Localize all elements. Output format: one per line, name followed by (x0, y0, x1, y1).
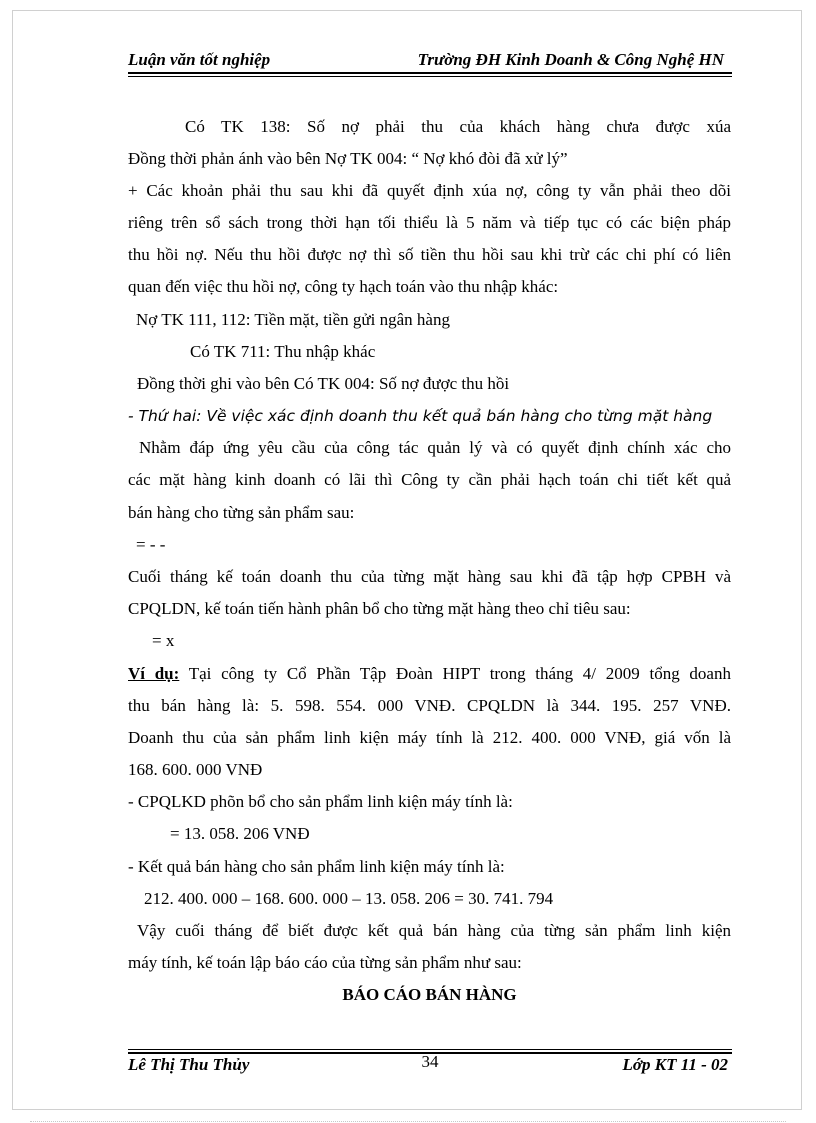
para-line: + Các khoản phải thu sau khi đã quyết định xúa nợ, công ty vẫn phải theo dõi (128, 181, 731, 200)
para-line: Có TK 138: Số nợ phải thu của khách hàng chưa được xúa (185, 117, 731, 136)
formula-placeholder-2: = x (152, 631, 175, 650)
example-text: Tại công ty Cổ Phần Tập Đoàn HIPT trong tháng 4/ 2009 tổng doanh (188, 664, 731, 683)
para-line: bán hàng cho từng sản phẩm sau: (128, 503, 355, 522)
footer-class: Lớp KT 11 - 02 (622, 1055, 728, 1074)
para-line: thu hồi nợ. Nếu thu hồi được nợ thì số tiền thu hồi sau khi trừ các chi phí có liên (128, 245, 731, 264)
header-university: Trường ĐH Kinh Doanh & Công Nghệ HN (417, 50, 724, 69)
report-title: BÁO CÁO BÁN HÀNG (342, 985, 517, 1004)
footer-rule-thin (128, 1049, 732, 1050)
para-line: Đồng thời phản ánh vào bên Nợ TK 004: “ Nợ khó đòi đã xử lý” (128, 149, 568, 168)
page-border (12, 10, 802, 1110)
allocation-result: = 13. 058. 206 VNĐ (170, 824, 310, 843)
page-footer (128, 1054, 732, 1080)
para-line: Doanh thu của sản phẩm linh kiện máy tính là 212. 400. 000 VNĐ, giá vốn là (128, 728, 731, 747)
page-header (128, 46, 732, 72)
example-label: Ví dụ: (128, 664, 180, 683)
para-line: riêng trên sổ sách trong thời hạn tối thiểu là 5 năm và tiếp tục có các biện pháp (128, 213, 731, 232)
entry-debit: Nợ TK 111, 112: Tiền mặt, tiền gửi ngân hàng (136, 310, 450, 329)
example-first-line (128, 663, 731, 685)
header-rule (128, 72, 732, 74)
para-line: Vậy cuối tháng để biết được kết quả bán hàng của từng sản phẩm linh kiện (137, 921, 731, 940)
formula-placeholder-1: = - - (136, 535, 166, 554)
para-line: thu bán hàng là: 5. 598. 554. 000 VNĐ. CPQLDN là 344. 195. 257 VNĐ. (128, 696, 731, 715)
header-rule-thin (128, 76, 732, 77)
header-thesis-label: Luận văn tốt nghiệp (128, 50, 271, 69)
para-line: quan đến việc thu hồi nợ, công ty hạch toán vào thu nhập khác: (128, 277, 559, 296)
page-bottom-edge (30, 1121, 786, 1122)
para-line: Nhằm đáp ứng yêu cầu của công tác quản lý và có quyết định chính xác cho (139, 438, 731, 457)
footer-author: Lê Thị Thu Thủy (128, 1055, 250, 1074)
entry-offbalance: Đồng thời ghi vào bên Có TK 004: Số nợ được thu hồi (137, 374, 510, 393)
para-line: các mặt hàng kinh doanh có lãi thì Công ty cần phải hạch toán chi tiết kết quả (128, 470, 731, 489)
entry-credit: Có TK 711: Thu nhập khác (190, 342, 376, 361)
para-line: CPQLDN, kế toán tiến hành phân bổ cho từng mặt hàng theo chỉ tiêu sau: (128, 599, 631, 618)
section-heading-second: - Thứ hai: Về việc xác định doanh thu kết quả bán hàng cho từng mặt hàng (128, 407, 713, 425)
para-line: máy tính, kế toán lập báo cáo của từng sản phẩm như sau: (128, 953, 522, 972)
para-line: Cuối tháng kế toán doanh thu của từng mặt hàng sau khi đã tập hợp CPBH và (128, 567, 731, 586)
para-line: - CPQLKD phõn bổ cho sản phẩm linh kiện máy tính là: (128, 792, 513, 811)
para-line: 168. 600. 000 VNĐ (128, 760, 263, 779)
page-number: 34 (421, 1052, 439, 1071)
para-line: - Kết quả bán hàng cho sản phẩm linh kiện máy tính là: (128, 857, 505, 876)
sales-result-calculation: 212. 400. 000 – 168. 600. 000 – 13. 058. 206 = 30. 741. 794 (144, 889, 554, 908)
